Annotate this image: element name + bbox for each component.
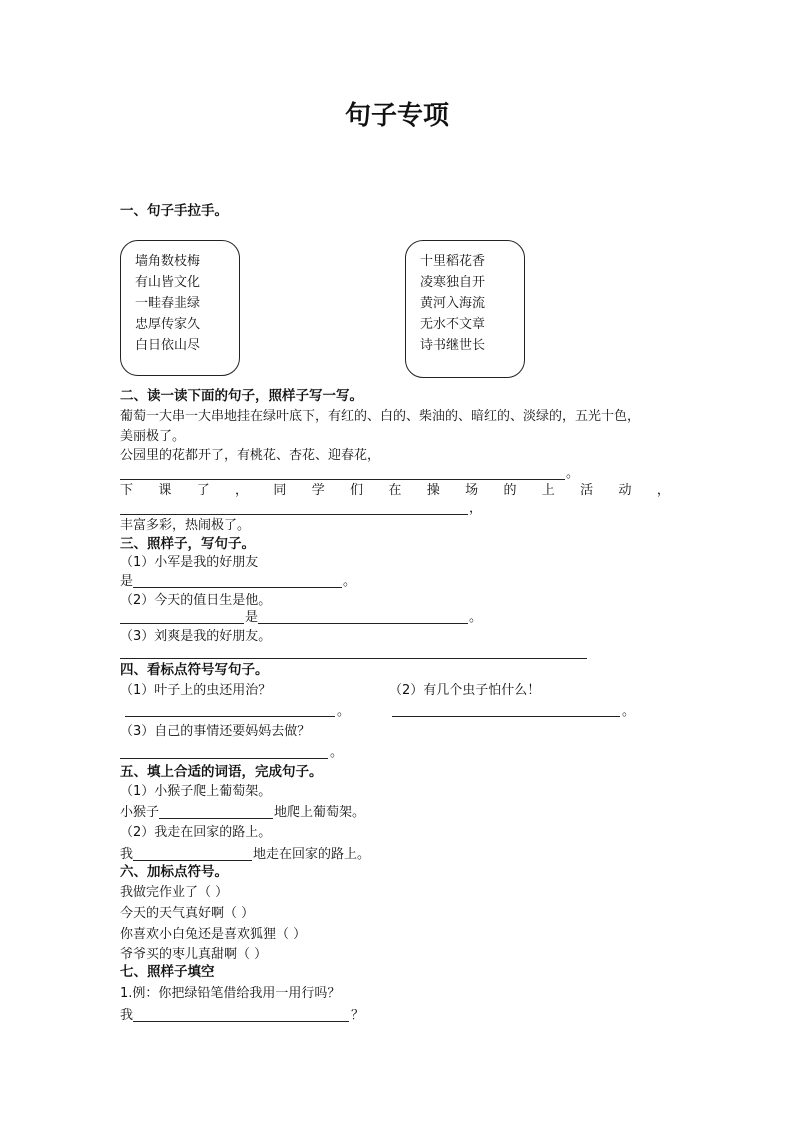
spaced-char: 的 — [503, 483, 517, 498]
question-5-2: （2）我走在回家的路上。 — [120, 825, 272, 840]
answer-blank[interactable] — [133, 587, 342, 588]
spaced-char: ， — [656, 483, 670, 498]
right-phrase: 黄河入海流 — [420, 296, 486, 311]
spaced-char: 下 — [120, 483, 134, 498]
answer-blank[interactable] — [125, 716, 335, 717]
question-7-1: 1.例：你把绿铅笔借给我用一用行吗？ — [120, 986, 341, 1001]
question-mark: ？ — [351, 1008, 365, 1023]
answer-blank[interactable] — [120, 479, 565, 480]
answer-blank[interactable] — [120, 758, 328, 759]
left-phrase: 白日依山尽 — [135, 338, 201, 353]
question-4-3: （3）自己的事情还要妈妈去做？ — [120, 724, 311, 739]
period-mark: 。 — [566, 466, 580, 481]
right-phrase: 诗书继世长 — [420, 338, 486, 353]
period-mark: 。 — [330, 745, 344, 760]
answer-blank[interactable] — [120, 658, 587, 659]
question-4-2: （2）有几个虫子怕什么！ — [389, 683, 541, 698]
left-phrase: 有山皆文化 — [135, 275, 201, 290]
answer-blank[interactable] — [120, 623, 244, 624]
answer-prefix: 我 — [120, 847, 134, 862]
question-5-1: （1）小猴子爬上葡萄架。 — [120, 784, 272, 799]
spaced-char: ， — [235, 483, 249, 498]
answer-suffix: 地走在回家的路上。 — [253, 847, 371, 862]
answer-blank[interactable] — [133, 860, 252, 861]
answer-prefix: 是 — [120, 574, 134, 589]
answer-prefix: 我 — [120, 1008, 134, 1023]
right-phrase: 凌寒独自开 — [420, 275, 486, 290]
spaced-char: 们 — [350, 483, 364, 498]
question-3-1: （1）小军是我的好朋友 — [120, 555, 259, 570]
left-phrase: 忠厚传家久 — [135, 317, 201, 332]
spaced-char: 动 — [618, 483, 632, 498]
section-6-heading: 六、加标点符号。 — [120, 864, 228, 880]
spaced-char: 上 — [541, 483, 555, 498]
section-2-heading: 二、读一读下面的句子，照样子写一写。 — [120, 388, 363, 404]
question-2-2-spaced — [120, 484, 670, 497]
right-phrase-box — [405, 240, 525, 378]
section-7-heading: 七、照样子填空 — [120, 964, 215, 980]
period-mark: 。 — [343, 574, 357, 589]
answer-blank[interactable] — [159, 818, 273, 819]
spaced-char: 学 — [311, 483, 325, 498]
answer-middle: 是 — [245, 610, 259, 625]
left-phrase-box — [120, 240, 240, 376]
punctuation-item: 今天的天气真好啊（ ） — [120, 906, 255, 921]
period-mark: 。 — [622, 704, 636, 719]
page-title: 句子专项 — [344, 101, 449, 131]
period-mark: 。 — [469, 610, 483, 625]
spaced-char: 场 — [465, 483, 479, 498]
question-3-3: （3）刘爽是我的好朋友。 — [120, 629, 272, 644]
answer-blank[interactable] — [258, 623, 468, 624]
example-sentence-line-1: 葡萄一大串一大串地挂在绿叶底下，有红的、白的、柴油的、暗红的、淡绿的，五光十色， — [120, 409, 641, 424]
spaced-char: 活 — [580, 483, 594, 498]
answer-blank[interactable] — [133, 1021, 349, 1022]
spaced-char: 了 — [196, 483, 210, 498]
answer-suffix: 地爬上葡萄架。 — [274, 805, 366, 820]
right-phrase: 无水不文章 — [420, 317, 486, 332]
answer-blank[interactable] — [120, 514, 468, 515]
section-5-heading: 五、填上合适的词语，完成句子。 — [120, 764, 323, 780]
question-4-1: （1）叶子上的虫还用治？ — [120, 683, 272, 698]
spaced-char: 课 — [158, 483, 172, 498]
left-phrase: 墙角数枝梅 — [135, 254, 201, 269]
period-mark: 。 — [337, 704, 351, 719]
spaced-char: 操 — [426, 483, 440, 498]
spaced-char: 在 — [388, 483, 402, 498]
right-phrase: 十里稻花香 — [420, 254, 486, 269]
section-3-heading: 三、照样子，写句子。 — [120, 536, 255, 552]
answer-prefix: 小猴子 — [120, 805, 160, 820]
punctuation-item: 我做完作业了（ ） — [120, 885, 229, 900]
section-1-heading: 一、句子手拉手。 — [120, 203, 228, 219]
spaced-char: 同 — [273, 483, 287, 498]
question-3-2: （2）今天的值日生是他。 — [120, 593, 272, 608]
question-2-2-ending: 丰富多彩，热闹极了。 — [120, 518, 251, 533]
left-phrase: 一畦春韭绿 — [135, 296, 201, 311]
answer-blank[interactable] — [392, 716, 620, 717]
comma-mark: ， — [469, 501, 483, 516]
question-2-1: 公园里的花都开了，有桃花、杏花、迎春花， — [120, 448, 381, 463]
punctuation-item: 你喜欢小白兔还是喜欢狐狸（ ） — [120, 927, 307, 942]
section-4-heading: 四、看标点符号写句子。 — [120, 662, 269, 678]
example-sentence-line-2: 美丽极了。 — [120, 429, 186, 444]
punctuation-item: 爷爷买的枣儿真甜啊（ ） — [120, 947, 268, 962]
